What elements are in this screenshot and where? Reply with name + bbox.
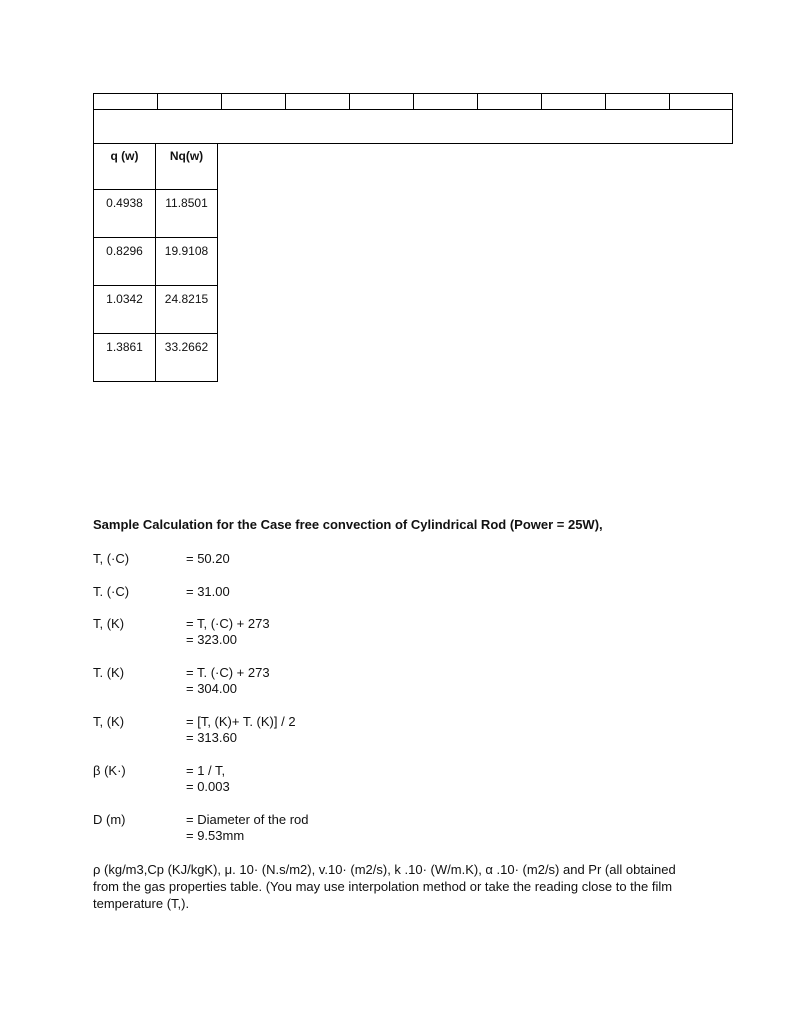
calc-label: T. (·C) (93, 584, 130, 599)
cell-q: 0.8296 (94, 238, 156, 286)
calc-value: = 304.00 (186, 681, 237, 696)
table-row (94, 334, 218, 382)
cell-nq: 11.8501 (156, 190, 218, 238)
cell-q: 1.0342 (94, 286, 156, 334)
cell-nq: 33.2662 (156, 334, 218, 382)
calc-label: T. (K) (93, 665, 125, 680)
calc-label: T, (·C) (93, 551, 130, 566)
grid-cell (478, 94, 542, 109)
table-header-row (94, 144, 218, 190)
grid-cell (350, 94, 414, 109)
calc-formula: = 1 / T, (186, 763, 226, 778)
grid-cell (542, 94, 606, 109)
grid-cell (670, 94, 732, 109)
calc-value: = 0.003 (186, 779, 230, 794)
heat-flux-table (93, 143, 218, 382)
grid-cell (94, 94, 158, 109)
cell-q: 0.4938 (94, 190, 156, 238)
cell-nq: 19.9108 (156, 238, 218, 286)
calc-formula: = Diameter of the rod (186, 812, 309, 827)
top-header-grid (93, 93, 733, 110)
calc-title: Sample Calculation for the Case free convection of Cylindrical Rod (Power = 25W), (93, 517, 603, 532)
cell-q: 1.3861 (94, 334, 156, 382)
header-nq: Nq(w) (156, 144, 218, 190)
table-row (94, 286, 218, 334)
cell-nq: 24.8215 (156, 286, 218, 334)
calc-value: = 323.00 (186, 632, 237, 647)
calc-label: T, (K) (93, 714, 125, 729)
calc-formula: = [T, (K)+ T. (K)] / 2 (186, 714, 296, 729)
grid-cell (414, 94, 478, 109)
calc-label: β (K·) (93, 763, 126, 778)
calc-value: = 9.53mm (186, 828, 245, 843)
table-merged-band (93, 109, 733, 144)
grid-cell (158, 94, 222, 109)
calc-value: = 31.00 (186, 584, 230, 599)
calc-label: D (m) (93, 812, 126, 827)
calc-value: = 313.60 (186, 730, 237, 745)
grid-cell (222, 94, 286, 109)
table-row (94, 190, 218, 238)
calc-formula: = T, (·C) + 273 (186, 616, 270, 631)
grid-cell (286, 94, 350, 109)
calc-formula: = T. (·C) + 273 (186, 665, 270, 680)
properties-note: ρ (kg/m3,Cp (KJ/kgK), μ. 10· (N.s/m2), v.10· (m2/s), k .10· (W/m.K), α .10· (m2/s) and Pr (all obtained from the gas properties table. (You may use interpolation method or take the reading close to the film temperature (T,). (93, 862, 676, 911)
calc-value: = 50.20 (186, 551, 230, 566)
table-row (94, 238, 218, 286)
header-q: q (w) (94, 144, 156, 190)
grid-cell (606, 94, 670, 109)
calc-label: T, (K) (93, 616, 125, 631)
